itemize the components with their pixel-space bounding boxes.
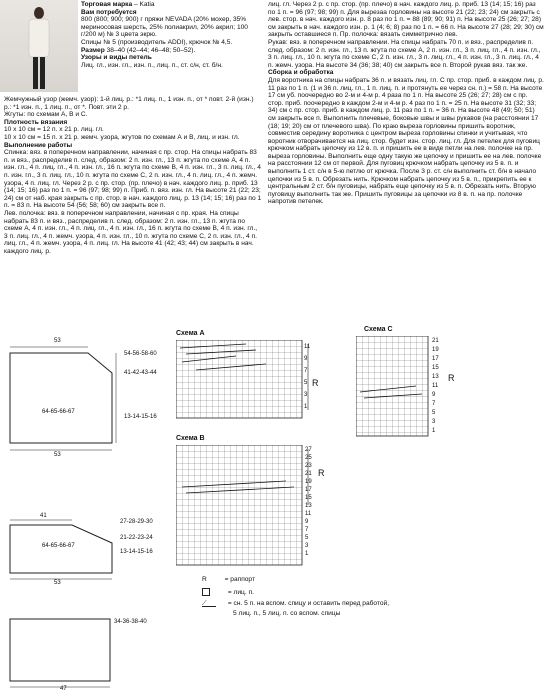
front-dim-3: 13-14-15-16 xyxy=(120,549,153,555)
assembly-title: Сборка и обработка xyxy=(268,69,334,77)
knit-stitch-symbol-icon xyxy=(202,588,210,596)
front-top-dim: 41 xyxy=(40,513,47,519)
density-line-2: 10 х 10 см = 15 п. х 21 р. жемч. узора, жгутов по схемам А и В, лиц. и изн. гл. xyxy=(4,133,240,141)
garment-photo xyxy=(0,0,78,92)
scheme-b-row-17: 17 xyxy=(305,487,312,493)
legend-repeat-symbol: R xyxy=(202,576,207,583)
scheme-b-grid xyxy=(176,445,336,571)
right-column-text xyxy=(268,1,544,206)
scheme-b-row-23: 23 xyxy=(305,463,312,469)
cable-cross-symbol-icon: ⟋ xyxy=(202,600,216,607)
back-top-dim: 53 xyxy=(54,338,61,344)
cables-text: Жгуты: по схемам А, В и С. xyxy=(4,111,88,119)
back-side-dim: 13-14-15-16 xyxy=(124,414,157,420)
legend-repeat xyxy=(202,576,255,584)
scheme-c-row-13: 13 xyxy=(432,374,439,380)
needles-text: Спицы № 5 (производитель ADDI), крючок № 4,5. xyxy=(81,38,233,46)
pearl-stitch-text: Жемчужный узор (жемч. узор): 1-й лиц. р.: *1 лиц. п., 1 изн. п., от * повт. 2-й (изн.) р.: *1 изн. п., 1 лиц. п., от *. Повт. эти 2 р. xyxy=(4,96,254,111)
scheme-a-row-1: 1 xyxy=(304,404,308,410)
front-dim-1: 27-28-29-30 xyxy=(120,519,153,525)
front-dim-2: 21-22-23-24 xyxy=(120,535,153,541)
scheme-c-row-11: 11 xyxy=(432,383,439,389)
scheme-c-row-7: 7 xyxy=(432,401,436,407)
scheme-a-row-3: 3 xyxy=(304,392,308,398)
scheme-c-row-17: 17 xyxy=(432,356,439,362)
scheme-b-row-19: 19 xyxy=(305,479,312,485)
yarn-text: 800 (800; 900; 900) г пряжи NEVADA (20% мохер, 35% мериносовая шерсть, 25% полиакрил, 20% акрил; 100 г/200 м) № 3 цвета экрю. xyxy=(81,16,248,39)
scheme-a-row-5: 5 xyxy=(304,380,308,386)
scheme-c-grid xyxy=(356,336,456,446)
brand-value: Katia xyxy=(139,1,155,8)
assembly-instructions: Для воротника на спицы набрать 36 п. и вязать лиц. гл. С пр. стор. приб. в каждом лиц. р. 11 раз по 1 п. (1 и 36 п. лиц. гл., 1 п. лиц. п. и протянуть ее через сн. п.) = 58 п. На высоте 17 см уб. поочередно во 2-м и 4-м р. 4 раза по 1 п. На высоте 25 (26; 27; 28) см с пр. стор. приб. поочередно в каждом 2-м и 4-м р. 4 раз по 1 п. = 25 п. На высоте 31 (32; 33; 34) см с пр. стор. приб. в каждом лиц. р. 11 раз по 1 п. = 36 п. На высоте 48 (49; 50; 51) см закрыть все п. Выполнить плечевые, боковые швы и швы рукавов (на расстоянии 17 (18; 19; 20) см от плечевого шва). По краю выреза горловины пришить воротник, совместив середину воротника с центром выреза горловины спинки и учитывая, что воротник отворачивается на лиц. стор. будет изн. стор. лиц. гл. Для петелек для пуговиц крючком набрать цепочку из 12 в. п. и пришить ее в виде петли на лев. полочке на пр. выреза горловины. Выполнить еще одну такую же цепочку и пришить ее на лев. полочке на расстоянии 12 см от первой. Для пуговиц крючком набрать цепочку из 5 в. п. и выполнить 1 ст. с/н в 5-ю петлю от крючка. После 3 р. ст. с/н выполнить ст. б/н в начало цепочки из 5 в. п. Обрезать нить. Крючком набрать цепочку из 5 в. п., прикрепить ее к центральным 2 ст. б/н пуговицы, набрать еще цепочку из 5 в. п. Обрезать нить. Вторую пуговицу выполнить так же. Пришить пуговицы за цепочки из 8 в. п. на пр. полочке напротив петелек. xyxy=(268,76,544,206)
scheme-b-row-21: 21 xyxy=(305,471,312,477)
legend-cable-text-2: 5 лиц. п., 5 лиц. п. со вспом. спицы xyxy=(233,610,341,617)
scheme-c-row-15: 15 xyxy=(432,365,439,371)
work-title: Выполнение работы xyxy=(4,141,73,149)
patterns-title: Узоры и виды петель xyxy=(81,54,152,62)
scheme-a-row-9: 9 xyxy=(304,356,308,362)
scheme-a-row-7: 7 xyxy=(304,368,308,374)
legend-knit xyxy=(202,588,254,597)
back-mid-dim: 41-42-43-44 xyxy=(124,370,157,376)
patterns-text: Лиц. гл., изн. гл., изн. п., лиц. п., ст. с/н, ст. б/н. xyxy=(81,61,223,69)
scheme-b-repeat: R xyxy=(318,468,325,478)
scheme-b-row-5: 5 xyxy=(305,535,309,541)
scheme-a-row-11: 11 xyxy=(304,344,311,350)
sleeve-instructions: Рукав: вяз. в поперечном направлении. На спицы набрать 70 п. и вяз., распределив п. след. образом: 2 п. изн. гл., 13 п. жгута по схеме А, 2 п. изн. гл., 3 п. лиц. гл., 4 п. изн. гл., 3 п. лиц. гл., 10 п. жгута по схеме С, 2 п. изн. гл., 3 п. лиц. гл., 4 п. изн. гл., 3 п. лиц. гл., 4 п. жемч. узора. На высоте 34 (36; 38; 40) см закрыть все п. Второй рукав вяз. так же. xyxy=(268,38,541,69)
legend-knit-text: = лиц. п. xyxy=(227,588,254,596)
back-width-dim: 64-65-66-67 xyxy=(42,409,75,415)
scheme-b-row-25: 25 xyxy=(305,455,312,461)
materials-block: Торговая марка – Katia Вам потребуется 800 (800; 900; 900) г пряжи NEVADA (20% мохер, 35% мериносовая шерсть, 25% полиакрил, 20% акрил; 100 г/200 м) № 3 цвета экрю. Спицы № 5 (производитель ADDI), крючок № 4,5. Размер 38–40 (42–44; 46–48; 50–52). Узоры и виды петель Лиц. гл., изн. гл., изн. п., лиц. п., ст. с/н, ст. б/н. xyxy=(81,1,261,69)
scheme-b-row-11: 11 xyxy=(305,511,312,517)
scheme-b-row-1: 1 xyxy=(305,551,309,557)
back-height-dim: 54-56-58-60 xyxy=(124,351,157,357)
scheme-a-title: Схема A xyxy=(176,330,205,337)
model-figure-image xyxy=(24,6,54,90)
scheme-c-row-1: 1 xyxy=(432,428,436,434)
front-continued: лиц. гл. Через 2 р. с пр. стор. (пр. плечо) в нач. каждого лиц. р. приб. 13 (14; 15; 16) раз по 1 п. = 96 (97; 98; 99) п. Для вырезаa горловины на высоте 21 (22; 23; 24) см закрыть с лев. стор. в нач. каждого изн. р. 8 раз по 1 п. = 88 (89; 90; 91) п. На высоте 25 (26; 27; 28) см закрыть в нач. каждого изн. р. 1 (4; 6; 8) раз по 1 п. = 66 п. На высоте 27 (28; 29; 30) см закрыть оставшиеся п. Пр. полочка: вязать симметрично лев. xyxy=(268,1,544,39)
legend-cable xyxy=(202,600,389,608)
scheme-c-row-3: 3 xyxy=(432,419,436,425)
front-instructions: Лев. полочка: вяз. в поперечном направлении, начиная с пр. края. На спицы набрать 83 п. и вяз., распределив п. след. образом: 2 п. изн. гл., 13 п. жгута по схеме А, 4 п. изн. гл., 4 п. лиц. гл., 4 п. изн. гл., 16 п. жгута по схеме В, 4 п. изн. гл., 3 п. лиц. гл., 4 п. жемч. узора, 4 п. изн. гл., 10 п. жгута по схеме С, 2 п. изн. гл., 4 п. лиц. гл., 4 п. жемч. узора, 4 п. лиц. гл. На высоте 41 (42; 43; 44) см закрыть в нач. каждого лиц. р. xyxy=(4,209,258,255)
size-value: 38–40 (42–44; 46–48; 50–52). xyxy=(106,46,196,54)
brand-label: Торговая марка xyxy=(81,1,133,8)
scheme-b-row-13: 13 xyxy=(305,503,312,509)
need-title: Вам потребуется xyxy=(81,8,137,16)
legend-repeat-text: = раппорт xyxy=(224,576,255,583)
scheme-a-repeat: R xyxy=(312,378,319,388)
front-bottom-dim: 53 xyxy=(54,580,61,586)
scheme-c-title: Схема C xyxy=(364,326,393,333)
scheme-b-row-3: 3 xyxy=(305,543,309,549)
scheme-b-row-27: 27 xyxy=(305,447,312,453)
scheme-b-row-7: 7 xyxy=(305,527,309,533)
density-title: Плотность вязания xyxy=(4,118,68,126)
back-instructions: Спинка: вяз. в поперечном направлении, начиная с пр. стор. На спицы набрать 83 п. и вяз., распределив п. след. образом: 2 п. изн. гл., 13 п. жгута по схеме А, 4 п. изн. гл., 4 п. лиц. гл., 4 п. изн. гл., 16 п. жгута по схеме В, 4 п. изн. гл., 3 п. лиц. гл., 4 п. изн. гл., 3 п. лиц. гл., 10 п. жгута по схеме С, 2 п. изн. гл., 4 п. лиц. гл., 4 п. жемч. узора, 4 п. лиц. гл. Через 2 р. с пр. стор. (пр. плечо) в нач. каждого лиц. р. приб. 13 (14; 15; 16) раз по 1 п. = 96 (97; 98; 99) п. Приб. п. вяз. изн. гл. На высоте 21 (22; 23; 24) см от наб. края закрыть с пр. стор. в нач. каждого лиц. р. 13 (14; 15; 16) раз по 1 п. = 83 п. На высоте 54 (56; 58; 60) см закрыть все п. xyxy=(4,149,262,210)
scheme-c-row-19: 19 xyxy=(432,347,439,353)
scheme-c-repeat: R xyxy=(448,373,455,383)
scheme-b-row-15: 15 xyxy=(305,495,312,501)
scheme-b-row-9: 9 xyxy=(305,519,309,525)
sleeve-height-dim: 34-36-38-40 xyxy=(114,619,147,625)
density-line-1: 10 х 10 см = 12 п. х 21 р. лиц. гл. xyxy=(4,126,104,134)
size-label: Размер xyxy=(81,46,105,54)
sleeve-bottom-dim: 47 xyxy=(60,686,67,692)
legend-cable-text-1: = сн. 5 п. на вспом. спицу и оставить перед работой, xyxy=(227,600,390,607)
scheme-c-row-5: 5 xyxy=(432,410,436,416)
back-bottom-dim: 53 xyxy=(54,452,61,458)
scheme-c-row-21: 21 xyxy=(432,338,439,344)
left-column-text xyxy=(4,96,262,255)
scheme-c-row-9: 9 xyxy=(432,392,436,398)
front-width-dim: 64-65-66-67 xyxy=(42,543,75,549)
scheme-b-title: Схема B xyxy=(176,435,205,442)
